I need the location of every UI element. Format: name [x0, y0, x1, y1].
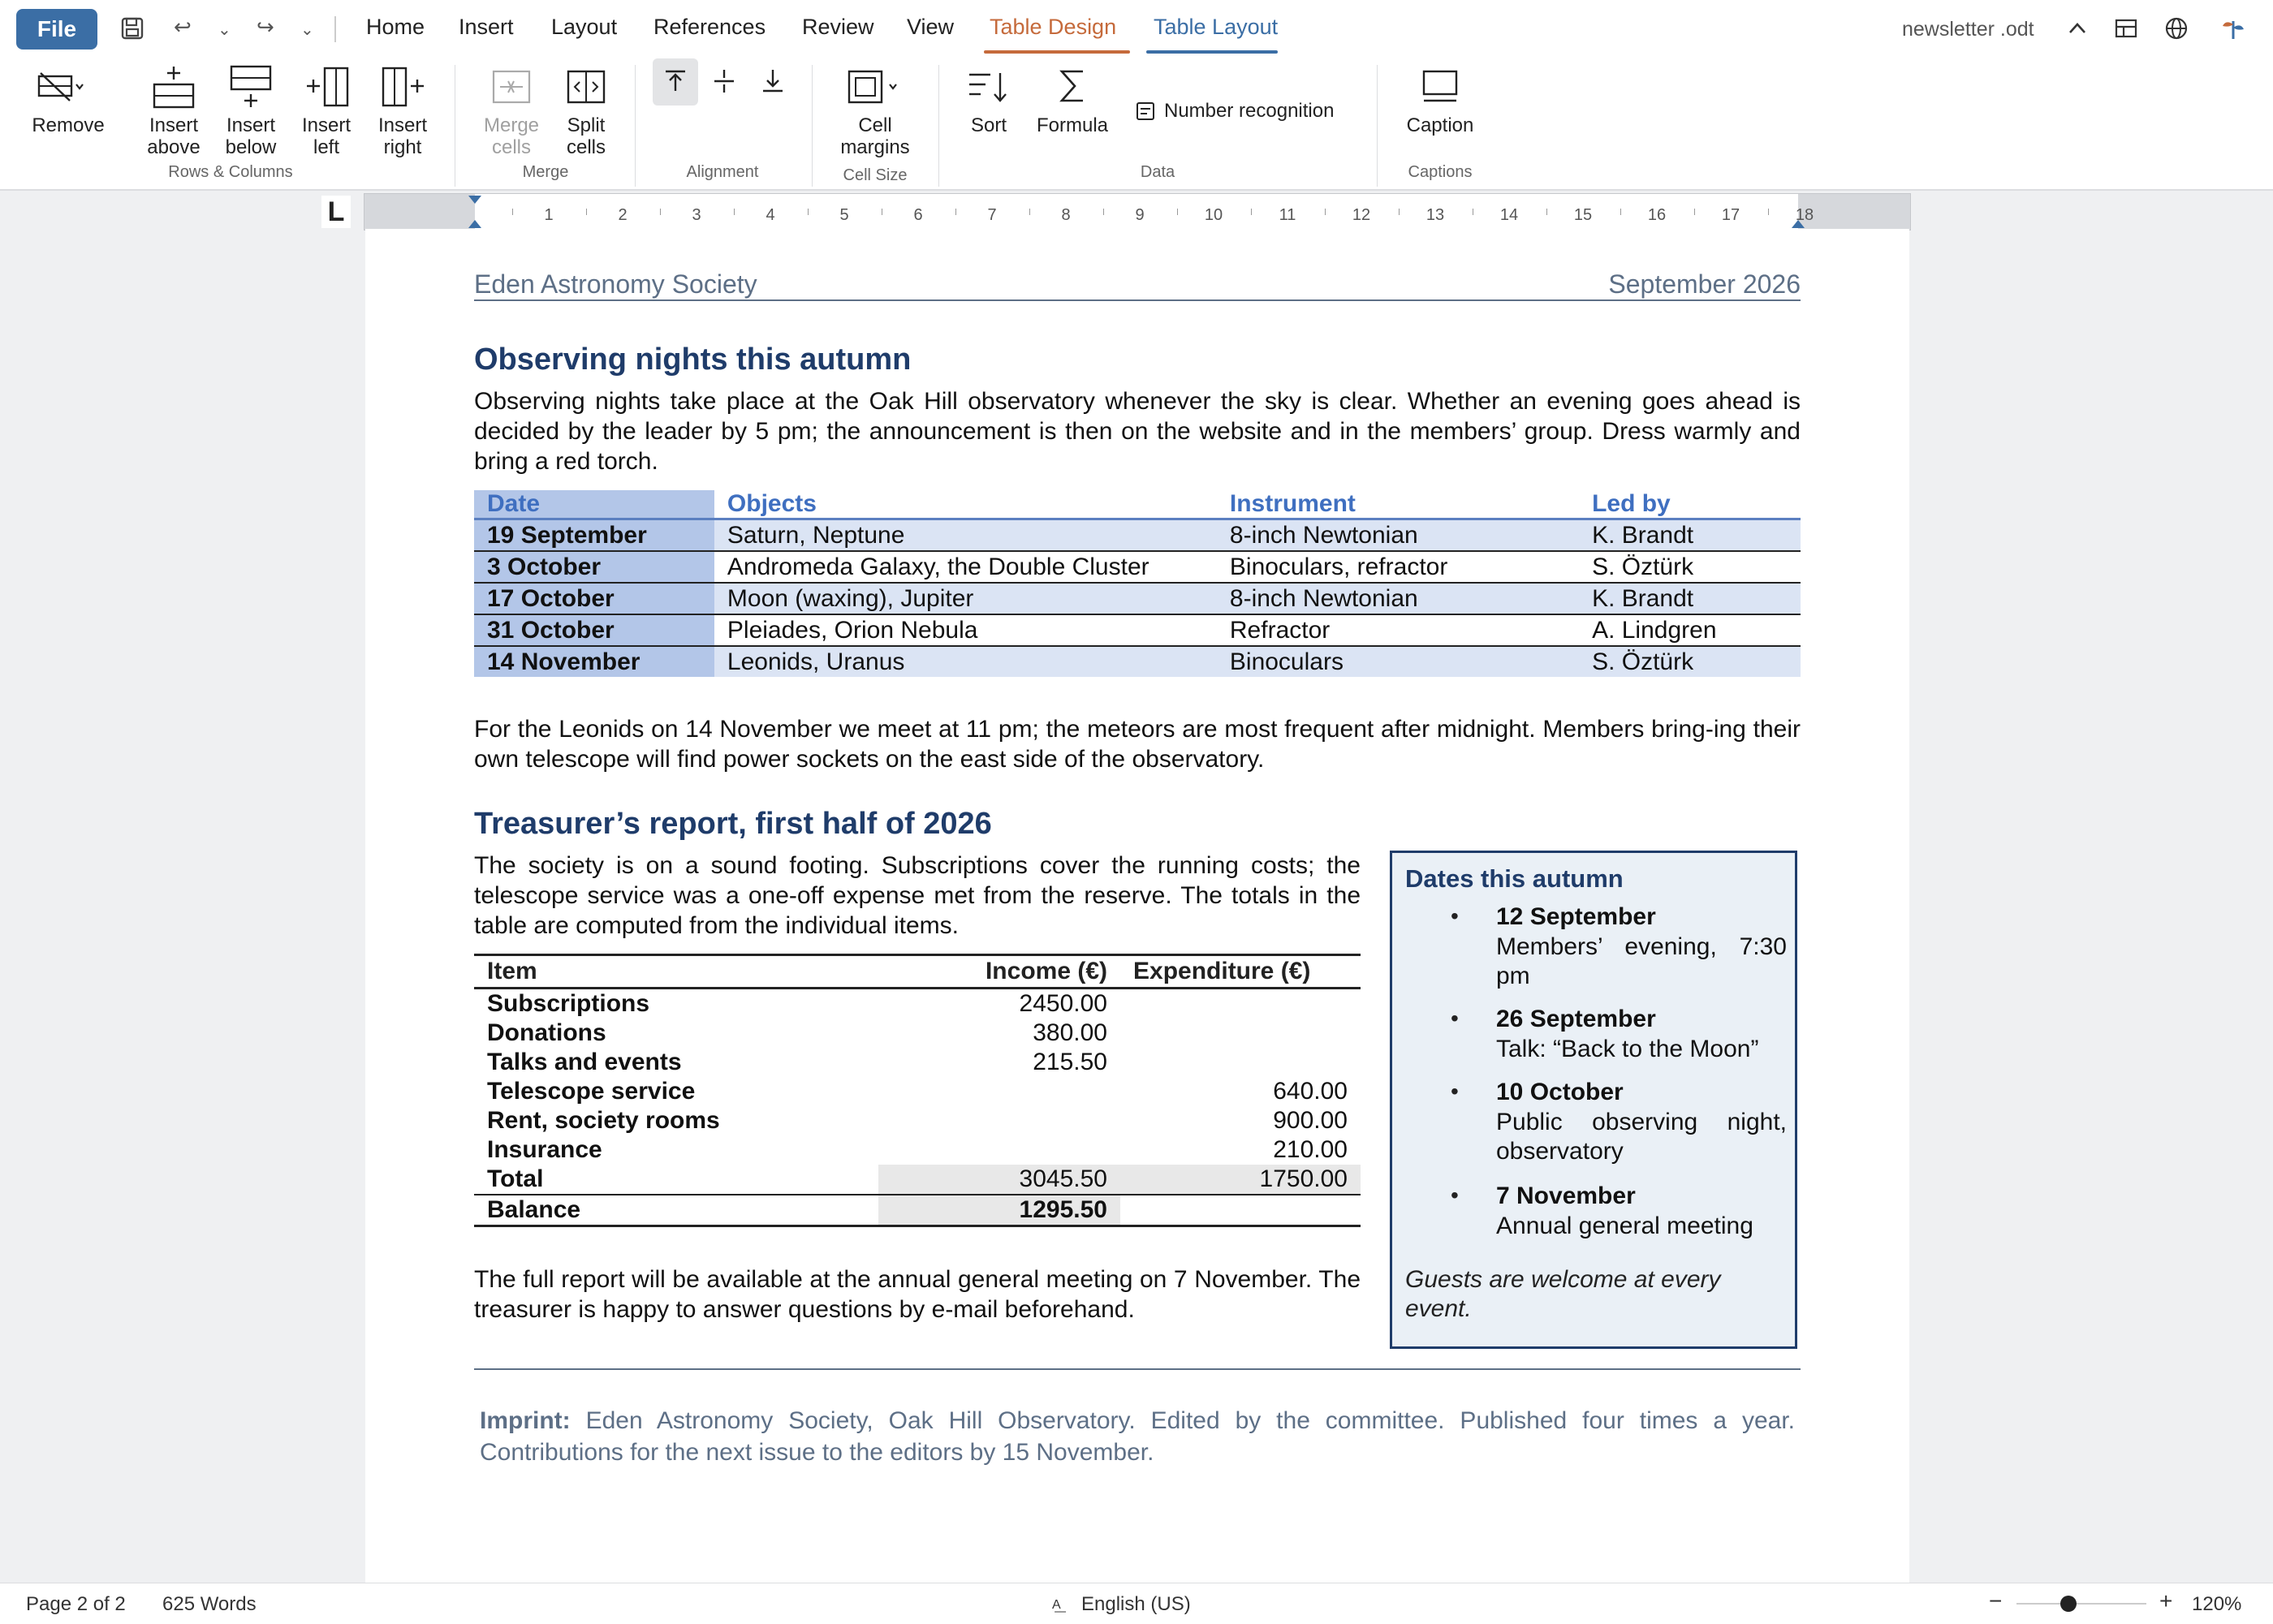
align-center-icon[interactable]	[711, 68, 737, 94]
imprint-label: Imprint:	[480, 1407, 571, 1434]
ruler-tick-label: 6	[913, 206, 923, 224]
insert-left-label-1: Insert	[301, 114, 352, 136]
document-name: newsletter .odt	[1902, 18, 2034, 41]
table-cell[interactable]: S. Öztürk	[1579, 551, 1801, 583]
table-cell[interactable]	[878, 1135, 1120, 1165]
header-right: September 2026	[1608, 269, 1801, 299]
imprint-rule	[474, 1368, 1801, 1370]
split-cells-label-2: cells	[566, 136, 606, 158]
group-divider	[812, 65, 813, 187]
table-row[interactable]	[474, 1135, 1361, 1165]
insert-above-label-2: above	[147, 136, 201, 158]
insert-above-button[interactable]	[138, 114, 209, 158]
table-cell[interactable]: Pleiades, Orion Nebula	[714, 614, 1217, 646]
tab-home[interactable]: Home	[366, 15, 425, 39]
table-row[interactable]	[474, 1048, 1361, 1077]
table-cell[interactable]: 17 October	[474, 583, 714, 614]
globe-icon[interactable]	[2164, 16, 2189, 41]
table-cell[interactable]: 1750.00	[1120, 1165, 1361, 1195]
table-header-cell: Led by	[1579, 490, 1801, 519]
tab-table-design[interactable]: Table Design	[990, 15, 1117, 39]
table-cell[interactable]: 8-inch Newtonian	[1217, 519, 1579, 552]
finance-table[interactable]	[474, 954, 1361, 1227]
heading-observing-nights: Observing nights this autumn	[474, 342, 912, 377]
ruler-tick-label: 8	[1061, 206, 1071, 224]
table-cell[interactable]: Donations	[487, 1019, 606, 1046]
table-header-cell: Income (€)	[878, 955, 1120, 989]
undo-dropdown-icon[interactable]: ⌄	[218, 21, 231, 39]
table-cell[interactable]: 900.00	[1273, 1107, 1348, 1134]
table-cell[interactable]: Total	[474, 1165, 878, 1195]
ruler-tick-label: 9	[1135, 206, 1145, 224]
ruler-tick-mark	[1177, 209, 1178, 215]
heading-treasurer-report: Treasurer’s report, first half of 2026	[474, 807, 992, 841]
table-row[interactable]	[474, 1019, 1361, 1048]
toolbar-divider	[334, 16, 336, 42]
dates-sidebar[interactable]	[1390, 851, 1797, 1349]
ruler-tick-label: 15	[1573, 206, 1593, 224]
ruler-tick-label: 4	[766, 206, 775, 224]
zoom-out-button[interactable]: −	[1989, 1588, 2003, 1613]
insert-above-icon[interactable]	[152, 65, 196, 110]
table-cell[interactable]: Insurance	[487, 1136, 602, 1163]
table-cell[interactable]: 3 October	[474, 551, 714, 583]
table-row[interactable]	[474, 646, 1801, 677]
header-rule	[474, 299, 1801, 301]
caption-icon[interactable]	[1421, 68, 1460, 106]
table-cell[interactable]	[1120, 989, 1361, 1019]
insert-above-label-1: Insert	[149, 114, 199, 136]
split-cells-label-1: Split	[567, 114, 606, 136]
table-header-row	[474, 490, 1801, 519]
imprint-text: Eden Astronomy Society, Oak Hill Observatory. Edited by the committee. Published four times a year. Contributions for the next issue to the editors by 15 November.	[480, 1407, 1795, 1466]
table-cell[interactable]: Telescope service	[487, 1078, 696, 1105]
ruler-tick-mark	[1620, 209, 1621, 215]
ruler-tick-mark	[1029, 209, 1030, 215]
event-date: 12 September	[1496, 903, 1656, 930]
undo-icon[interactable]: ↩	[174, 15, 192, 39]
merge-cells-label-2: cells	[491, 136, 531, 158]
app-logo-icon	[2219, 15, 2247, 42]
ruler-tick-label: 12	[1352, 206, 1371, 224]
ruler-tick-mark	[586, 209, 587, 215]
table-header-cell: Instrument	[1217, 490, 1579, 519]
table-cell[interactable]: S. Öztürk	[1579, 646, 1801, 677]
group-alignment: Alignment	[686, 163, 759, 181]
table-row[interactable]	[474, 583, 1801, 614]
paragraph-treasurer-intro: The society is on a sound footing. Subscriptions cover the running costs; the telescope service was a one-off expense met from the reserve. The totals in the table are computed from the individual items.	[474, 852, 1361, 939]
table-cell[interactable]: Leonids, Uranus	[714, 646, 1217, 677]
group-divider	[1377, 65, 1378, 187]
ruler-tick-mark	[1103, 209, 1104, 215]
ruler-tick-mark	[1325, 209, 1326, 215]
sort-icon[interactable]	[966, 68, 1011, 106]
ruler-tick-label: 14	[1499, 206, 1519, 224]
ruler-tick-mark	[512, 209, 513, 215]
table-row[interactable]	[474, 551, 1801, 583]
status-bar	[0, 1583, 2273, 1624]
tab-review[interactable]: Review	[802, 15, 874, 39]
ruler-tick-mark	[808, 209, 809, 215]
redo-dropdown-icon[interactable]: ⌄	[300, 21, 314, 39]
tab-table-layout-underline	[1146, 50, 1278, 54]
table-cell[interactable]	[1120, 1019, 1361, 1048]
table-cell[interactable]: Subscriptions	[487, 990, 650, 1017]
insert-left-button[interactable]	[291, 114, 362, 158]
group-divider	[635, 65, 636, 187]
table-cell[interactable]: 380.00	[1033, 1019, 1107, 1046]
group-captions: Captions	[1408, 163, 1473, 181]
save-icon[interactable]	[120, 16, 144, 41]
horizontal-ruler[interactable]	[364, 193, 1911, 230]
merge-cells-icon	[492, 70, 531, 104]
formula-button[interactable]: Formula	[1036, 114, 1109, 136]
ruler-tick-label: 10	[1204, 206, 1223, 224]
header-left: Eden Astronomy Society	[474, 269, 757, 299]
ruler-tick-label: 1	[544, 206, 554, 224]
table-row[interactable]	[474, 1106, 1361, 1135]
event-date: 7 November	[1496, 1182, 1636, 1209]
paragraph-observing-intro: Observing nights take place at the Oak Hill observatory whenever the sky is clear. Whether an evening goes ahead is decided by the leader by 5 pm; the announcement is then on the website and in the members’ group. Dress warmly and bring a red torch.	[474, 388, 1801, 475]
align-top-icon[interactable]	[662, 68, 688, 94]
table-cell[interactable]: K. Brandt	[1579, 583, 1801, 614]
table-cell[interactable]: 14 November	[474, 646, 714, 677]
table-cell[interactable]	[1120, 1048, 1361, 1077]
insert-right-icon[interactable]	[380, 67, 425, 107]
collapse-ribbon-icon[interactable]	[2067, 19, 2088, 37]
table-cell[interactable]: Balance	[474, 1195, 878, 1226]
table-header-cell: Expenditure (€)	[1120, 955, 1361, 989]
word-count[interactable]: 625 Words	[162, 1593, 257, 1615]
ruler-tick-label: 17	[1721, 206, 1740, 224]
table-row[interactable]	[474, 519, 1801, 552]
bullet-icon: •	[1451, 1182, 1459, 1208]
table-cell[interactable]: K. Brandt	[1579, 519, 1801, 552]
zoom-in-button[interactable]: +	[2159, 1588, 2173, 1613]
ruler-tick-label: 2	[618, 206, 628, 224]
zoom-level[interactable]: 120%	[2192, 1593, 2242, 1615]
table-header-row	[474, 955, 1361, 989]
ruler-tick-label: 18	[1795, 206, 1814, 224]
table-cell[interactable]: 31 October	[474, 614, 714, 646]
table-header-cell: Date	[474, 490, 714, 519]
event-date: 26 September	[1496, 1006, 1656, 1032]
table-cell[interactable]: 1295.50	[878, 1195, 1120, 1226]
insert-below-button[interactable]	[215, 114, 287, 158]
table-cell[interactable]: Refractor	[1217, 614, 1579, 646]
tab-table-layout[interactable]: Table Layout	[1154, 15, 1279, 39]
remove-table-icon[interactable]	[36, 68, 84, 106]
table-cell[interactable]: 19 September	[474, 519, 714, 552]
table-cell[interactable]: Talks and events	[487, 1049, 682, 1075]
split-cells-button[interactable]	[550, 114, 622, 158]
ruler-tick-mark	[955, 209, 956, 215]
table-row-total[interactable]	[474, 1165, 1361, 1195]
group-rows-columns: Rows & Columns	[168, 163, 293, 181]
table-cell[interactable]: 3045.50	[878, 1165, 1120, 1195]
table-cell[interactable]	[878, 1106, 1120, 1135]
cell-margins-button[interactable]	[825, 114, 925, 158]
ruler-tick-mark	[1399, 209, 1400, 215]
paragraph-leonids: For the Leonids on 14 November we meet at 11 pm; the meteors are most frequent after midnight. Members bring-ing their own telescope will find power sockets on the east side of the observatory.	[474, 716, 1801, 773]
ruler-tick-mark	[734, 209, 735, 215]
table-cell[interactable]: Binoculars, refractor	[1217, 551, 1579, 583]
table-row-balance[interactable]	[474, 1195, 1361, 1226]
ruler-tick-label: 5	[839, 206, 849, 224]
ruler-tick-mark	[1546, 209, 1547, 215]
table-cell[interactable]: 215.50	[1033, 1049, 1107, 1075]
tab-layout[interactable]: Layout	[551, 15, 618, 39]
remove-button[interactable]: Remove	[32, 114, 105, 136]
table-header-cell: Objects	[714, 490, 1217, 519]
event-description: Public observing night, observatory	[1496, 1109, 1787, 1165]
table-cell[interactable]: Moon (waxing), Jupiter	[714, 583, 1217, 614]
number-recognition-button[interactable]: Number recognition	[1164, 100, 1335, 122]
zoom-slider[interactable]	[2016, 1603, 2146, 1605]
group-divider	[938, 65, 939, 187]
observing-table[interactable]	[474, 490, 1801, 677]
layout-view-icon[interactable]	[2114, 18, 2138, 39]
title-bar	[0, 0, 2273, 58]
redo-icon[interactable]: ↪	[257, 15, 274, 39]
align-bottom-icon[interactable]	[760, 68, 786, 94]
event-description: Members’ evening, 7:30 pm	[1496, 933, 1787, 989]
table-cell[interactable]: 210.00	[1273, 1136, 1348, 1163]
table-cell[interactable]: 2450.00	[1019, 990, 1107, 1017]
group-cell-size: Cell Size	[843, 166, 908, 184]
formula-icon[interactable]	[1057, 68, 1088, 104]
ruler-tick-mark	[660, 209, 661, 215]
ruler-tick-label: 3	[692, 206, 701, 224]
tab-references[interactable]: References	[653, 15, 766, 39]
insert-right-button[interactable]	[367, 114, 438, 158]
language-icon: A͟	[1052, 1598, 1061, 1612]
group-merge: Merge	[522, 163, 569, 181]
table-cell[interactable]: Andromeda Galaxy, the Double Cluster	[714, 551, 1217, 583]
cell-margins-label-1: Cell	[858, 114, 892, 136]
cell-margins-icon[interactable]	[846, 68, 904, 106]
table-cell[interactable]	[878, 1077, 1120, 1106]
ruler-tick-label: 11	[1279, 206, 1296, 224]
sort-button[interactable]: Sort	[970, 114, 1007, 136]
group-data: Data	[1140, 163, 1175, 181]
insert-below-label-1: Insert	[226, 114, 276, 136]
event-description: Talk: “Back to the Moon”	[1496, 1036, 1759, 1062]
insert-left-label-2: left	[313, 136, 339, 158]
language-indicator[interactable]: English (US)	[1081, 1593, 1191, 1615]
table-cell[interactable]: Rent, society rooms	[487, 1107, 720, 1134]
ruler-tick-label: 16	[1647, 206, 1667, 224]
insert-left-icon[interactable]	[305, 67, 351, 107]
tab-stop-selector[interactable]: L	[321, 196, 351, 228]
right-indent-marker-icon[interactable]	[1790, 194, 1806, 230]
event-description: Annual general meeting	[1496, 1213, 1753, 1239]
table-cell[interactable]: 640.00	[1273, 1078, 1348, 1105]
page-count[interactable]: Page 2 of 2	[26, 1593, 126, 1615]
ruler-tick-label: 7	[987, 206, 997, 224]
table-cell[interactable]: 8-inch Newtonian	[1217, 583, 1579, 614]
insert-below-icon[interactable]	[229, 65, 273, 110]
number-recognition-icon[interactable]	[1135, 101, 1156, 122]
ruler-tick-mark	[1694, 209, 1695, 215]
sidebar-title: Dates this autumn	[1405, 864, 1624, 893]
tab-view[interactable]: View	[907, 15, 955, 39]
insert-below-label-2: below	[225, 136, 277, 158]
event-date: 10 October	[1496, 1079, 1624, 1105]
table-cell[interactable]: Saturn, Neptune	[714, 519, 1217, 552]
ruler-tick-mark	[1251, 209, 1252, 215]
file-menu-button[interactable]: File	[16, 9, 97, 50]
table-cell[interactable]: Binoculars	[1217, 646, 1579, 677]
table-cell[interactable]	[1120, 1195, 1361, 1226]
left-indent-marker-icon[interactable]	[467, 194, 483, 230]
zoom-slider-thumb[interactable]	[2060, 1596, 2077, 1612]
split-cells-icon[interactable]	[567, 70, 606, 104]
bullet-icon: •	[1451, 1079, 1459, 1104]
table-row[interactable]	[474, 1077, 1361, 1106]
tab-insert[interactable]: Insert	[459, 15, 514, 39]
ruler-tick-label: 13	[1425, 206, 1445, 224]
table-header-cell: Item	[474, 955, 878, 989]
sidebar-note: Guests are welcome at every event.	[1405, 1266, 1721, 1322]
imprint-paragraph	[480, 1405, 1795, 1468]
bullet-icon: •	[1451, 903, 1459, 928]
insert-right-label-2: right	[383, 136, 422, 158]
caption-button[interactable]: Caption	[1406, 114, 1474, 136]
paragraph-full-report: The full report will be available at the annual general meeting on 7 November. The treasurer is happy to answer questions by e-mail beforehand.	[474, 1266, 1361, 1323]
table-row[interactable]	[474, 614, 1801, 646]
insert-right-label-1: Insert	[377, 114, 428, 136]
merge-cells-label-1: Merge	[483, 114, 540, 136]
merge-cells-button	[476, 114, 547, 158]
ruler-tick-mark	[1768, 209, 1769, 215]
table-row[interactable]	[474, 989, 1361, 1019]
cell-margins-label-2: margins	[840, 136, 910, 158]
table-cell[interactable]: A. Lindgren	[1579, 614, 1801, 646]
tab-table-design-underline	[984, 50, 1130, 54]
bullet-icon: •	[1451, 1006, 1459, 1031]
